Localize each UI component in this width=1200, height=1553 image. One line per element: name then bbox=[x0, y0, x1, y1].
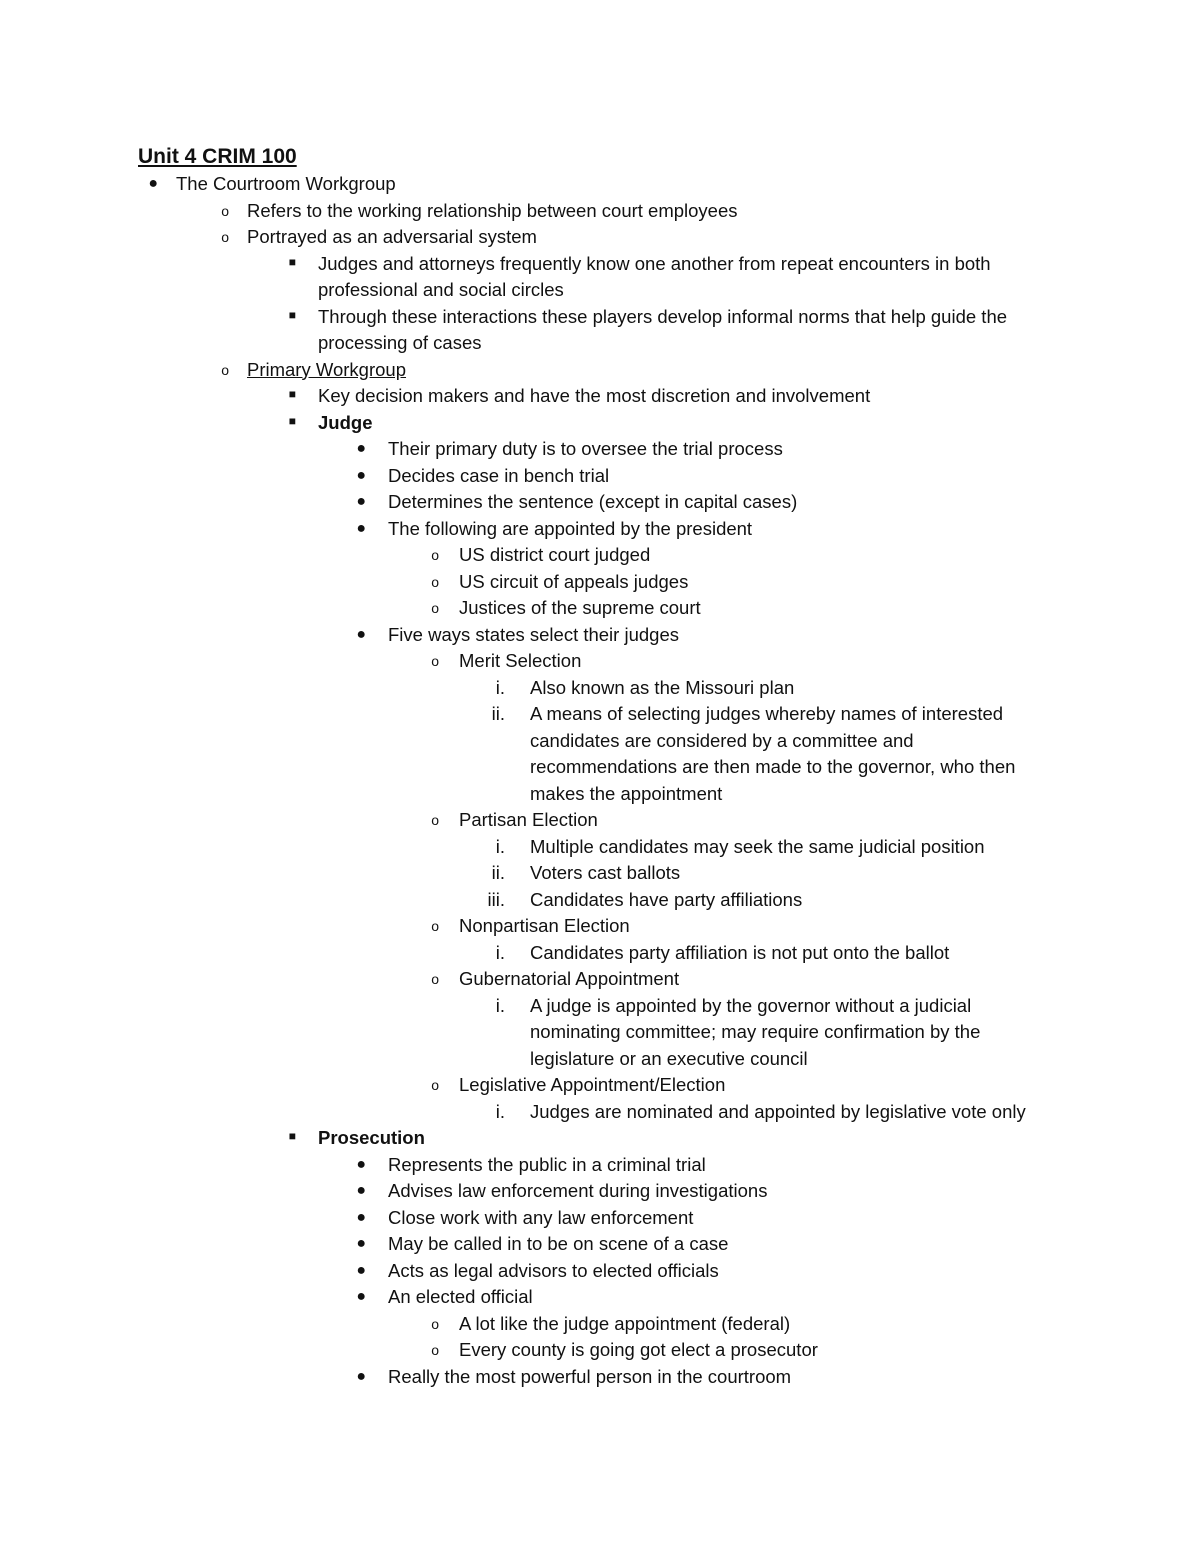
outline-item-text: Legislative Appointment/Election bbox=[459, 1074, 726, 1095]
outline-item-level-5 bbox=[431, 807, 598, 834]
outline-item-text: Determines the sentence (except in capital cases) bbox=[388, 491, 798, 512]
outline-item-text: Key decision makers and have the most discretion and involvement bbox=[318, 385, 871, 406]
outline-item-level-6 bbox=[495, 1099, 1026, 1126]
square-marker-icon: ■ bbox=[288, 387, 296, 401]
outline-item-level-4 bbox=[356, 1364, 792, 1391]
outline-item-text: Voters cast ballots bbox=[530, 862, 681, 883]
outline-item-level-6 bbox=[487, 887, 803, 914]
outline-item-text: Through these interactions these players develop informal norms that help guide the processing of cases bbox=[318, 305, 1008, 353]
roman-numeral-marker: i. bbox=[495, 1100, 505, 1122]
circle-outline-marker-icon: o bbox=[221, 202, 229, 219]
outline-item-text: The following are appointed by the president bbox=[388, 517, 753, 539]
outline-item-level-4 bbox=[356, 1152, 706, 1179]
outline-item-text: Primary Workgroup bbox=[247, 358, 407, 380]
outline-item-text: Candidates have party affiliations bbox=[530, 888, 803, 910]
outline-item-text: The Courtroom Workgroup bbox=[176, 173, 396, 194]
bullet-marker-icon: o bbox=[431, 600, 439, 616]
outline-item-text: Judges are nominated and appointed by legislative vote only bbox=[530, 1100, 1026, 1122]
outline-item-text: US circuit of appeals judges bbox=[459, 570, 689, 592]
outline-item-level-6 bbox=[495, 834, 985, 861]
circle-outline-marker-icon: ● bbox=[356, 466, 366, 484]
bullet-marker-icon: o bbox=[431, 1315, 439, 1332]
document-title: Unit 4 CRIM 100 bbox=[138, 145, 297, 168]
outline-item-level-5 bbox=[431, 966, 680, 993]
outline-item-level-6 bbox=[491, 860, 681, 887]
outline-item-level-4 bbox=[356, 516, 753, 543]
outline-item-text: Gubernatorial Appointment bbox=[459, 968, 680, 989]
square-marker-icon: ■ bbox=[288, 307, 296, 322]
bullet-marker-icon: o bbox=[431, 1077, 439, 1093]
outline-item-text: Judges and attorneys frequently know one another from repeat encounters in both professional and social circles bbox=[318, 252, 991, 300]
outline-item-level-4 bbox=[356, 489, 798, 516]
outline-item-text: Every county is going got elect a prosecutor bbox=[459, 1339, 818, 1360]
bullet-marker-icon: ● bbox=[148, 175, 158, 192]
bullet-marker-icon: o bbox=[431, 918, 439, 934]
roman-numeral-marker: ii. bbox=[491, 703, 505, 724]
circle-outline-marker-icon: ● bbox=[356, 1367, 366, 1385]
outline-item-text: A judge is appointed by the governor without a judicial nominating committee; may require confirmation by the legislature or an executive council bbox=[530, 994, 981, 1069]
outline-item-text: Really the most powerful person in the courtroom bbox=[388, 1365, 792, 1387]
roman-numeral-marker: i. bbox=[495, 835, 505, 857]
outline-item-level-4 bbox=[356, 463, 610, 490]
outline-item-text: Nonpartisan Election bbox=[459, 915, 630, 936]
outline-item-level-1 bbox=[148, 171, 396, 198]
circle-outline-marker-icon: ● bbox=[356, 1261, 366, 1279]
outline-item-text: Close work with any law enforcement bbox=[388, 1206, 694, 1228]
roman-numeral-marker: i. bbox=[495, 941, 505, 963]
outline-item-level-6 bbox=[495, 940, 950, 967]
outline-item-text: Justices of the supreme court bbox=[459, 597, 701, 618]
outline-item-text: Prosecution bbox=[318, 1127, 425, 1148]
circle-outline-marker-icon: ● bbox=[356, 625, 366, 643]
outline-item-level-3 bbox=[288, 304, 1063, 357]
outline-item-level-2 bbox=[221, 198, 738, 225]
roman-numeral-marker: ii. bbox=[491, 862, 505, 883]
outline-item-level-5 bbox=[431, 1337, 818, 1364]
outline-item-level-3 bbox=[288, 251, 1063, 304]
outline-item-level-6 bbox=[491, 701, 1065, 807]
outline-item-text: Acts as legal advisors to elected officials bbox=[388, 1259, 719, 1281]
outline-item-level-4 bbox=[356, 1258, 719, 1285]
circle-outline-marker-icon: o bbox=[221, 361, 229, 378]
circle-outline-marker-icon: ● bbox=[356, 440, 366, 457]
outline-item-text: Represents the public in a criminal trial bbox=[388, 1153, 706, 1175]
outline-item-level-5 bbox=[431, 542, 651, 569]
bullet-marker-icon: o bbox=[431, 812, 439, 828]
outline-item-text: Advises law enforcement during investigations bbox=[388, 1180, 768, 1201]
outline-item-text: An elected official bbox=[388, 1286, 533, 1307]
bullet-marker-icon: o bbox=[431, 573, 439, 590]
outline-item-text: A means of selecting judges whereby names of interested candidates are considered by a committee and recommendations are then made to the governor, who then makes the appointment bbox=[530, 703, 1016, 804]
outline-item-text: Also known as the Missouri plan bbox=[530, 676, 795, 698]
outline-item-text: Judge bbox=[318, 411, 373, 433]
outline-item-text: Five ways states select their judges bbox=[388, 623, 679, 645]
outline-item-level-5 bbox=[431, 1311, 791, 1338]
outline-item-level-2 bbox=[221, 224, 537, 251]
outline-item-text: Merit Selection bbox=[459, 650, 582, 671]
outline-item-text: Decides case in bench trial bbox=[388, 464, 610, 486]
square-marker-icon: ■ bbox=[288, 254, 296, 269]
circle-outline-marker-icon: ● bbox=[356, 1155, 366, 1173]
outline-item-text: Candidates party affiliation is not put onto the ballot bbox=[530, 941, 950, 963]
outline-item-level-5 bbox=[431, 569, 689, 596]
circle-outline-marker-icon: ● bbox=[356, 1288, 366, 1305]
outline-item-level-5 bbox=[431, 648, 582, 675]
outline-item-level-4 bbox=[356, 622, 679, 649]
bullet-marker-icon: o bbox=[431, 971, 439, 987]
bullet-marker-icon: o bbox=[431, 547, 439, 563]
square-marker-icon: ■ bbox=[288, 413, 296, 428]
bullet-marker-icon: o bbox=[431, 653, 439, 669]
outline-item-text: Refers to the working relationship between court employees bbox=[247, 199, 738, 221]
roman-numeral-marker: iii. bbox=[487, 888, 505, 910]
circle-outline-marker-icon: ● bbox=[356, 1182, 366, 1199]
circle-outline-marker-icon: ● bbox=[356, 1208, 366, 1226]
circle-outline-marker-icon: ● bbox=[356, 493, 366, 510]
bullet-marker-icon: o bbox=[431, 1342, 439, 1358]
roman-numeral-marker: i. bbox=[495, 994, 505, 1016]
outline-item-level-4 bbox=[356, 1178, 768, 1205]
roman-numeral-marker: i. bbox=[495, 676, 505, 698]
circle-outline-marker-icon: ● bbox=[356, 1235, 366, 1252]
outline-item-level-3 bbox=[288, 1125, 425, 1152]
outline-item-level-5 bbox=[431, 595, 701, 622]
outline-item-text: Multiple candidates may seek the same judicial position bbox=[530, 835, 985, 857]
outline-item-level-6 bbox=[495, 993, 1065, 1073]
circle-outline-marker-icon: o bbox=[221, 229, 229, 245]
outline-item-level-4 bbox=[356, 1284, 533, 1311]
circle-outline-marker-icon: ● bbox=[356, 519, 366, 537]
outline-item-level-4 bbox=[356, 436, 783, 463]
outline-item-level-5 bbox=[431, 1072, 726, 1099]
outline-item-text: Their primary duty is to oversee the trial process bbox=[388, 438, 783, 459]
outline-item-text: A lot like the judge appointment (federal) bbox=[459, 1312, 791, 1334]
outline-item-level-3 bbox=[288, 410, 373, 437]
outline-item-text: May be called in to be on scene of a case bbox=[388, 1233, 729, 1254]
outline-item-text: US district court judged bbox=[459, 544, 651, 565]
outline-item-level-6 bbox=[495, 675, 795, 702]
outline-item-level-4 bbox=[356, 1231, 729, 1258]
outline-item-level-3 bbox=[288, 383, 871, 410]
outline-item-level-5 bbox=[431, 913, 630, 940]
outline-item-text: Partisan Election bbox=[459, 809, 598, 830]
square-marker-icon: ■ bbox=[288, 1129, 296, 1143]
outline-item-text: Portrayed as an adversarial system bbox=[247, 226, 537, 247]
outline-item-level-4 bbox=[356, 1205, 694, 1232]
outline-item-level-2 bbox=[221, 357, 407, 384]
